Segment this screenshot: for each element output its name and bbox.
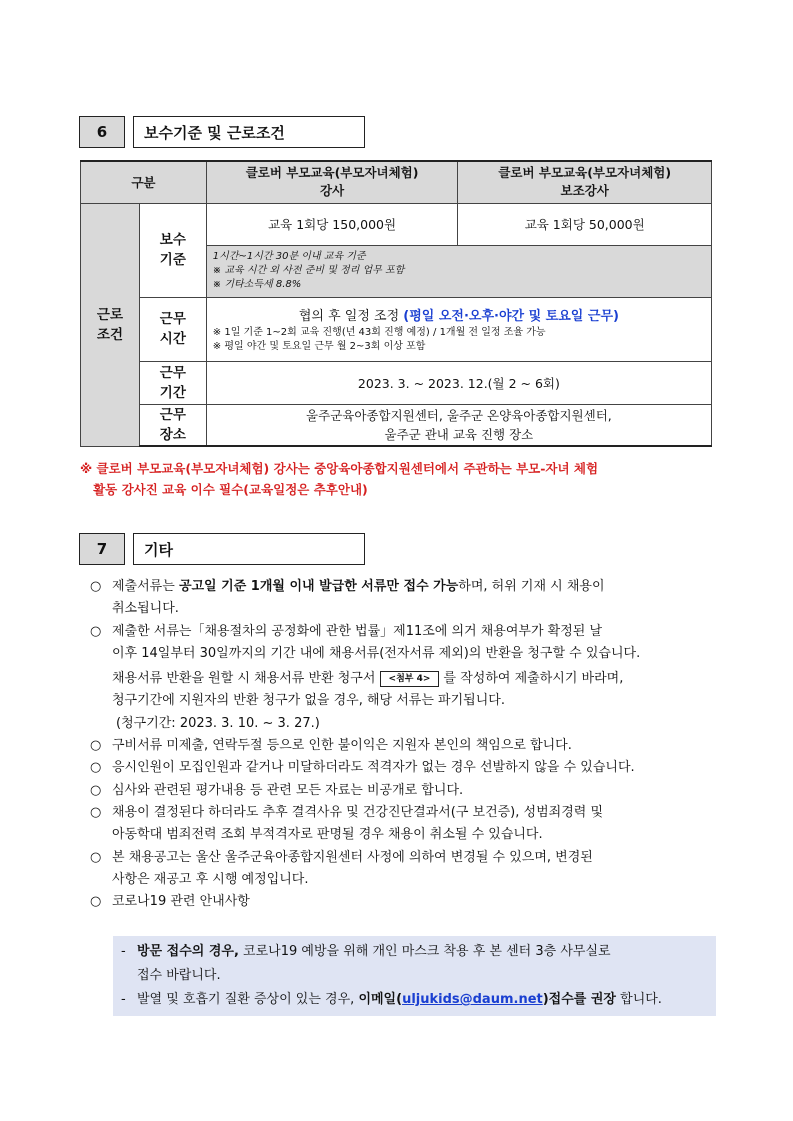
section-6-header — [79, 116, 365, 148]
text: 구비서류 미제출, 연락두절 등으로 인한 불이익은 지원자 본인의 책임으로 합니다. — [112, 738, 572, 754]
bullet: ○ — [90, 849, 102, 865]
text: 채용이 결정된다 하더라도 추후 결격사유 및 건강진단결과서(구 보건증), 성범죄경력 및 — [112, 804, 603, 820]
notice-list — [90, 576, 720, 913]
text: (청구기간: 2023. 3. 10. ~ 3. 27.) — [116, 715, 320, 731]
text: 제출서류는 — [112, 579, 179, 594]
emphasis-text: 방문 접수의 경우, — [137, 944, 239, 959]
dash: - — [121, 944, 126, 959]
text: 하며, 허위 기재 시 채용이 — [458, 579, 605, 594]
hours-cell — [206, 297, 711, 361]
list-item — [90, 757, 720, 779]
text: 취소됩니다. — [112, 601, 179, 617]
group-label: 근로 조건 — [81, 203, 140, 446]
training-warning: ※ 클로버 부모교육(부모자녀체험) 강사는 중앙육아종합지원센터에서 주관하는 부모-자녀 체험 활동 강사진 교육 이수 필수(교육일정은 추후안내) — [80, 461, 599, 497]
hours-note: ※ 평일 야간 및 토요일 근무 월 2~3회 이상 포함 — [212, 340, 426, 352]
bullet: ○ — [90, 760, 102, 776]
dash: - — [121, 992, 126, 1007]
text: 접수 바랍니다. — [137, 968, 221, 983]
covid-notice-box — [113, 936, 716, 1016]
header-assistant: 클로버 부모교육(부모자녀체험) 보조강사 — [458, 161, 712, 203]
list-item — [90, 780, 720, 802]
pay-assistant: 교육 1회당 50,000원 — [458, 203, 712, 245]
pay-note: ※ 기타소득세 8.8% — [212, 279, 302, 290]
hours-main-highlight: (평일 오전·오후·야간 및 토요일 근무) — [403, 308, 619, 324]
pay-note: 1시간~1시간 30분 이내 교육 기준 — [212, 251, 366, 262]
list-item — [90, 621, 720, 643]
list-item — [90, 576, 720, 598]
bullet: ○ — [90, 894, 102, 910]
text: 이후 14일부터 30일까지의 기간 내에 채용서류(전자서류 제외)의 반환을 청구할 수 있습니다. — [112, 645, 641, 661]
text: 청구기간에 지원자의 반환 청구가 없을 경우, 해당 서류는 파기됩니다. — [112, 693, 505, 709]
bullet: ○ — [90, 738, 102, 754]
text: 본 채용공고는 울산 울주군육아종합지원센터 사정에 의하여 변경될 수 있으며, 변경된 — [112, 849, 593, 865]
attachment-tag: <첨부 4> — [380, 671, 440, 687]
text: 제출한 서류는「채용절차의 공정화에 관한 법률」제11조에 의거 채용여부가 확정된 날 — [112, 623, 603, 639]
section-number: 7 — [79, 533, 125, 565]
list-item — [90, 847, 720, 869]
list-item — [90, 735, 720, 757]
list-item — [90, 891, 720, 913]
header-instructor: 클로버 부모교육(부모자녀체험) 강사 — [206, 161, 458, 203]
bullet: ○ — [90, 579, 102, 594]
section-title: 보수기준 및 근로조건 — [133, 116, 365, 148]
pay-instructor: 교육 1회당 150,000원 — [206, 203, 458, 245]
header-gubun: 구분 — [81, 161, 207, 203]
text: 심사와 관련된 평가내용 등 관련 모든 자료는 비공개로 합니다. — [112, 782, 464, 798]
list-item — [90, 802, 720, 824]
text: 아동학대 범죄전력 조회 부적격자로 판명될 경우 채용이 취소될 수 있습니다. — [112, 827, 543, 843]
section-7-header — [79, 533, 365, 565]
covid-item — [121, 988, 710, 1012]
place-value: 울주군육아종합지원센터, 울주군 온양육아종합지원센터, 울주군 관내 교육 진행 장소 — [206, 404, 711, 446]
text: 사항은 재공고 후 시행 예정입니다. — [112, 871, 309, 887]
emphasis-text: 공고일 기준 1개월 이내 발급한 서류만 접수 가능 — [178, 579, 459, 594]
work-conditions-table — [80, 160, 712, 447]
place-label: 근무 장소 — [139, 404, 206, 446]
email-link[interactable]: uljukids@daum.net — [402, 992, 543, 1007]
hours-main-text: 협의 후 일정 조정 — [298, 308, 404, 324]
text-row — [90, 668, 720, 690]
text: 를 작성하여 제출하시기 바라며, — [443, 671, 624, 687]
text: 채용서류 반환을 원할 시 채용서류 반환 청구서 — [112, 671, 380, 687]
bullet: ○ — [90, 782, 102, 798]
hours-label: 근무 시간 — [139, 297, 206, 361]
hours-note: ※ 1일 기준 1~2회 교육 진행(년 43회 진행 예정) / 1개월 전 일정 조율 가능 — [212, 326, 546, 338]
text: 코로나19 예방을 위해 개인 마스크 착용 후 본 센터 3층 사무실로 — [238, 944, 611, 959]
period-label: 근무 기간 — [139, 361, 206, 404]
pay-note: ※ 교육 시간 외 사전 준비 및 정리 업무 포함 — [212, 265, 405, 276]
section-title: 기타 — [133, 533, 365, 565]
text: 합니다. — [616, 992, 662, 1007]
text: 응시인원이 모집인원과 같거나 미달하더라도 적격자가 없는 경우 선발하지 않을 수 있습니다. — [112, 760, 635, 776]
bullet: ○ — [90, 804, 102, 820]
emphasis-text: )접수를 권장 — [542, 992, 616, 1007]
hours-main — [207, 305, 711, 324]
section-number: 6 — [79, 116, 125, 148]
text: 발열 및 호흡기 질환 증상이 있는 경우, — [137, 992, 359, 1007]
pay-notes — [206, 245, 711, 297]
period-value: 2023. 3. ~ 2023. 12.(월 2 ~ 6회) — [206, 361, 711, 404]
emphasis-text: 이메일( — [358, 992, 403, 1007]
pay-label: 보수 기준 — [139, 203, 206, 297]
text: 코로나19 관련 안내사항 — [112, 894, 250, 910]
covid-item — [121, 940, 710, 964]
bullet: ○ — [90, 623, 102, 639]
